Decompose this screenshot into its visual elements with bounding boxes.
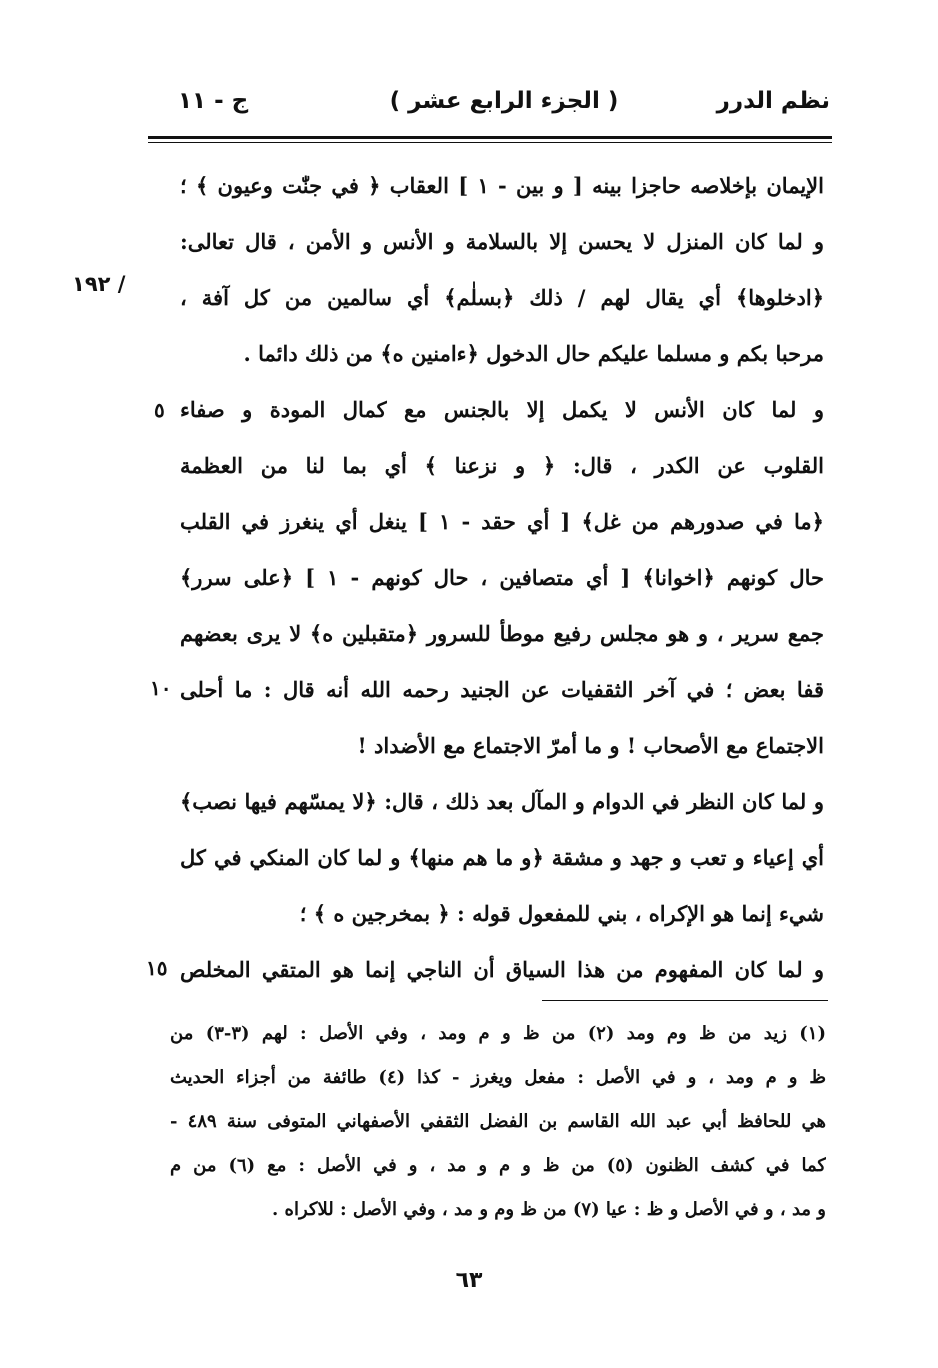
footnote-line: ظ و م ومد ، و في الأصل : مفعل ويغرز - كذا (٤) طائفة من أجزاء الحديث: [170, 1067, 826, 1088]
running-header: [178, 88, 830, 124]
text-line: الاجتماع مع الأصحاب ! و ما أمرّ الاجتماع مع الأضداد !: [357, 733, 824, 758]
text-line: القلوب عن الكدر ، قال: ﴿ و نزعنا ﴾ أي بما لنا من العظمة: [180, 453, 824, 478]
header-rule-thin: [148, 142, 832, 143]
book-title: نظم الدرر: [716, 88, 830, 114]
header-rule-thick: [148, 136, 832, 139]
text-line: و لما كان المفهوم من هذا السياق أن الناجي إنما هو المتقي المخلص: [180, 957, 824, 982]
part-title: ( الجزء الرابع عشر ): [389, 88, 619, 114]
footnote-line: هي للحافظ أبي عبد الله القاسم بن الفضل الثقفي الأصفهاني المتوفى سنة ٤٨٩ -: [170, 1111, 826, 1132]
main-text: [180, 158, 824, 998]
text-line: و لما كان المنزل لا يحسن إلا بالسلامة و الأنس و الأمن ، قال تعالى:: [180, 229, 824, 254]
footnote-line: و مد ، و في الأصل و ظ : عيا (٧) من ظ وم و مد ، وفي الأصل : للاكراه .: [272, 1199, 826, 1220]
text-line: جمع سرير ، و هو مجلس رفيع موطأ للسرور ﴿متقبلين ه﴾ لا يرى بعضهم: [180, 621, 824, 646]
text-line: ﴿ادخلوها﴾ أي يقال لهم / ذلك ﴿بسلٰم﴾ أي سالمين من كل آفة ،: [180, 285, 824, 310]
footnote-separator: [542, 1000, 828, 1001]
text-line: شيء إنما هو الإكراه ، بني للمفعول قوله : ﴿ بمخرجين ه ﴾ ؛: [299, 901, 824, 926]
text-line: مرحبا بكم و مسلما عليكم حال الدخول ﴿ءامنين ه﴾ من ذلك دائما .: [243, 341, 824, 366]
text-line: و لما كان النظر في الدوام و المآل بعد ذلك ، قال: ﴿لا يمسّهم فيها نصب﴾: [180, 789, 824, 814]
text-line: حال كونهم ﴿اخوانا﴾ [ أي متصافين ، حال كونهم - ١ ] ﴿على سرر﴾: [180, 565, 824, 590]
text-line: أي إعياء و تعب و جهد و مشقة ﴿و ما هم منها﴾ و لما كان المنكي في كل: [180, 845, 824, 870]
footnotes: [170, 1012, 826, 1232]
page-number: ٦٣: [455, 1268, 483, 1293]
volume-number: ج - ١١: [178, 88, 249, 114]
text-line: قفا بعض ؛ في آخر الثقفيات عن الجنيد رحمه الله أنه قال : ما أحلى: [180, 677, 824, 702]
footnote-line: (١) زيد من ظ وم ومد (٢) من ظ و م ومد ، وفي الأصل : لهم (٣-٣) من: [170, 1023, 826, 1044]
text-line: الإيمان بإخلاصه حاجزا بينه [ و بين - ١ ] العقاب ﴿ في جنّٰت وعيون ﴾ ؛: [180, 173, 824, 198]
text-line: ﴿ما في صدورهم من غل﴾ [ أي حقد - ١ ] ينغل أي ينغرز في القلب: [180, 509, 824, 534]
line-number-10: ١٠: [150, 676, 172, 700]
text-line: و لما كان الأنس لا يكمل إلا بالجنس مع كمال المودة و صفاء: [180, 397, 824, 422]
footnote-line: كما في كشف الظنون (٥) من ظ و م و مد ، و في الأصل : مع (٦) من م: [170, 1155, 826, 1176]
manuscript-page-ref: / ١٩٢: [72, 272, 126, 296]
line-number-5: ٥: [154, 398, 165, 422]
line-number-15: ١٥: [146, 956, 168, 980]
